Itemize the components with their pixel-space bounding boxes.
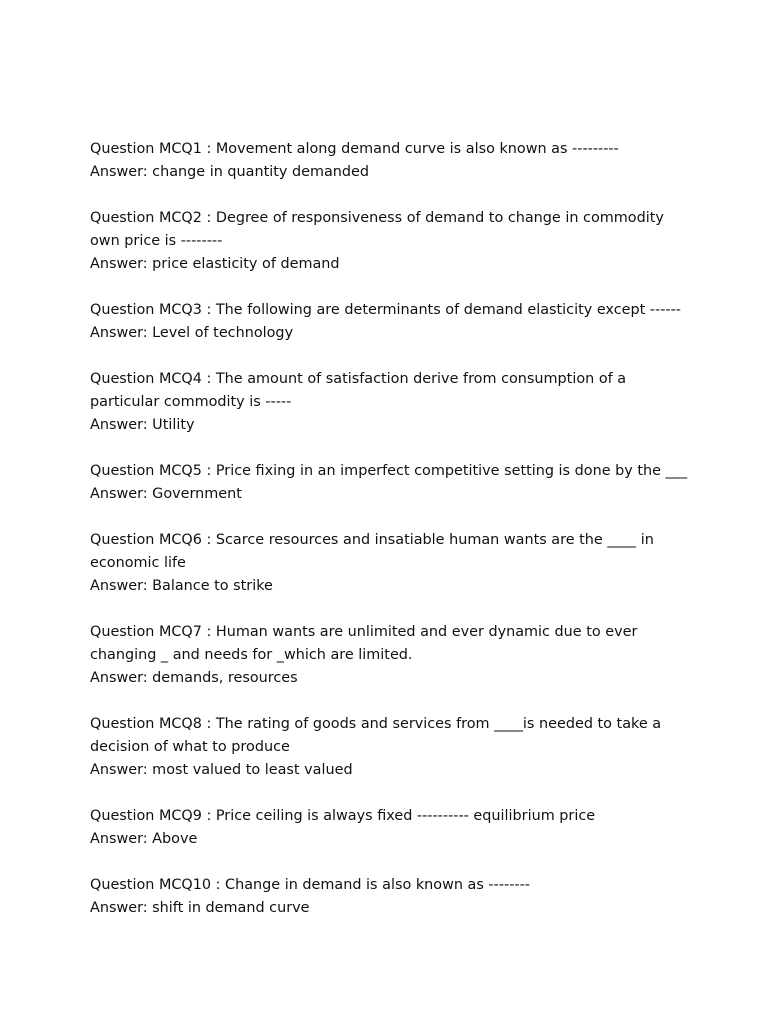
qa-item — [90, 805, 690, 851]
qa-list — [90, 138, 690, 943]
question-text: Question MCQ9 : Price ceiling is always fixed ---------- equilibrium price — [90, 808, 596, 824]
qa-item — [90, 713, 690, 782]
answer-text: Answer: shift in demand curve — [90, 900, 310, 916]
answer-text: Answer: price elasticity of demand — [90, 256, 340, 272]
question-text: Question MCQ5 : Price fixing in an imperfect competitive setting is done by the ___ — [90, 463, 688, 479]
qa-item — [90, 299, 690, 345]
question-text: Question MCQ10 : Change in demand is also known as -------- — [90, 877, 530, 893]
answer-text: Answer: Government — [90, 486, 242, 502]
qa-item — [90, 207, 690, 276]
answer-text: Answer: most valued to least valued — [90, 762, 353, 778]
qa-item — [90, 138, 690, 184]
answer-text: Answer: Level of technology — [90, 325, 294, 341]
qa-item — [90, 874, 690, 920]
qa-item — [90, 621, 690, 690]
answer-text: Answer: Utility — [90, 417, 195, 433]
question-text: Question MCQ2 : Degree of responsiveness of demand to change in commodity own price is -------- — [90, 210, 664, 249]
qa-item — [90, 529, 690, 598]
answer-text: Answer: Above — [90, 831, 198, 847]
question-text: Question MCQ1 : Movement along demand curve is also known as --------- — [90, 141, 619, 157]
answer-text: Answer: change in quantity demanded — [90, 164, 370, 180]
question-text: Question MCQ8 : The rating of goods and services from ____is needed to take a decision of what to produce — [90, 716, 662, 755]
question-text: Question MCQ3 : The following are determinants of demand elasticity except ------ — [90, 302, 681, 318]
qa-item — [90, 368, 690, 437]
question-text: Question MCQ7 : Human wants are unlimited and ever dynamic due to ever changing _ and needs for _which are limited. — [90, 624, 638, 663]
qa-item — [90, 460, 690, 506]
question-text: Question MCQ6 : Scarce resources and insatiable human wants are the ____ in economic life — [90, 532, 654, 571]
answer-text: Answer: demands, resources — [90, 670, 298, 686]
answer-text: Answer: Balance to strike — [90, 578, 273, 594]
question-text: Question MCQ4 : The amount of satisfaction derive from consumption of a particular commodity is ----- — [90, 371, 627, 410]
